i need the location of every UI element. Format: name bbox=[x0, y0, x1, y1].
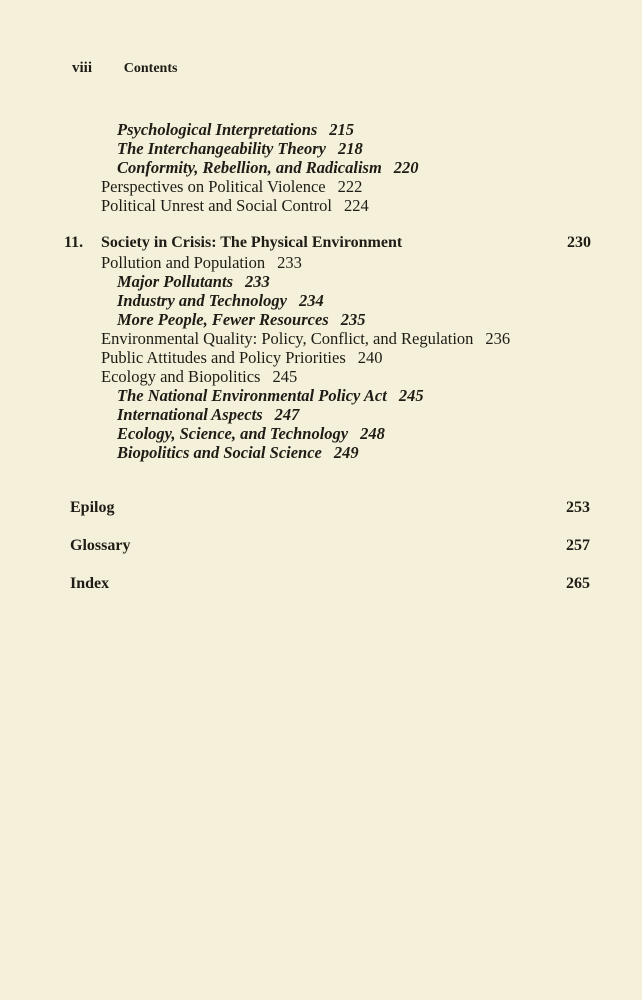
chapter-toc-entry bbox=[117, 291, 324, 311]
entry-page: 220 bbox=[393, 158, 419, 177]
entry-page: 233 bbox=[245, 272, 270, 291]
entry-title: Major Pollutants bbox=[117, 272, 233, 291]
entry-page: 249 bbox=[333, 443, 359, 462]
entry-page: 234 bbox=[298, 291, 324, 310]
chapter-toc-entry bbox=[101, 348, 383, 368]
entry-page: 215 bbox=[329, 120, 355, 139]
entry-title: Perspectives on Political Violence bbox=[101, 177, 326, 196]
entry-title: Ecology, Science, and Technology bbox=[117, 424, 349, 443]
running-title: Contents bbox=[123, 61, 178, 76]
chapter-toc-entry bbox=[117, 386, 424, 406]
chapter-toc-entry bbox=[117, 405, 299, 425]
back-matter-title: Epilog bbox=[70, 499, 115, 516]
entry-page: 245 bbox=[398, 386, 424, 405]
entry-page: 240 bbox=[357, 348, 383, 367]
entry-title: The Interchangeability Theory bbox=[117, 139, 326, 158]
toc-entry bbox=[101, 177, 362, 197]
chapter-toc-entry bbox=[101, 329, 510, 349]
back-matter-page: 253 bbox=[566, 499, 590, 516]
page-number: viii bbox=[72, 60, 93, 76]
entry-title: Biopolitics and Social Science bbox=[117, 443, 322, 462]
entry-title: Ecology and Biopolitics bbox=[101, 367, 261, 386]
chapter-page-number: 230 bbox=[567, 234, 591, 251]
back-matter-page: 265 bbox=[566, 575, 590, 592]
entry-title: Psychological Interpretations bbox=[117, 120, 318, 139]
entry-title: Conformity, Rebellion, and Radicalism bbox=[117, 158, 382, 177]
toc-entry bbox=[117, 139, 363, 159]
toc-entry bbox=[117, 120, 354, 140]
entry-page: 245 bbox=[272, 367, 298, 386]
entry-title: The National Environmental Policy Act bbox=[117, 386, 387, 405]
chapter-toc-entry bbox=[117, 272, 270, 292]
entry-title: International Aspects bbox=[117, 405, 263, 424]
entry-title: Pollution and Population bbox=[101, 253, 266, 272]
toc-entry bbox=[101, 196, 369, 216]
chapter-number: 11. bbox=[64, 234, 84, 251]
chapter-heading bbox=[64, 234, 402, 252]
chapter-toc-entry bbox=[101, 367, 297, 387]
entry-page: 218 bbox=[338, 139, 363, 158]
entry-page: 222 bbox=[337, 177, 363, 196]
entry-title: Environmental Quality: Policy, Conflict, and Regulation bbox=[101, 329, 474, 348]
chapter-toc-entry bbox=[117, 310, 365, 330]
entry-page: 233 bbox=[277, 253, 302, 272]
entry-title: Public Attitudes and Policy Priorities bbox=[101, 348, 346, 367]
entry-page: 236 bbox=[485, 329, 511, 348]
back-matter-page: 257 bbox=[566, 537, 590, 554]
back-matter-title: Glossary bbox=[70, 537, 131, 554]
chapter-toc-entry bbox=[101, 253, 302, 273]
entry-page: 224 bbox=[343, 196, 369, 215]
entry-title: Industry and Technology bbox=[117, 291, 287, 310]
entry-page: 248 bbox=[360, 424, 385, 443]
chapter-toc-entry bbox=[117, 443, 359, 463]
entry-page: 247 bbox=[274, 405, 300, 424]
entry-title: More People, Fewer Resources bbox=[117, 310, 329, 329]
back-matter-title: Index bbox=[70, 575, 110, 592]
chapter-toc-entry bbox=[117, 424, 385, 444]
chapter-title: Society in Crisis: The Physical Environment bbox=[101, 234, 403, 251]
toc-entry bbox=[117, 158, 419, 178]
entry-page: 235 bbox=[340, 310, 366, 329]
entry-title: Political Unrest and Social Control bbox=[101, 196, 332, 215]
running-head bbox=[72, 60, 177, 77]
